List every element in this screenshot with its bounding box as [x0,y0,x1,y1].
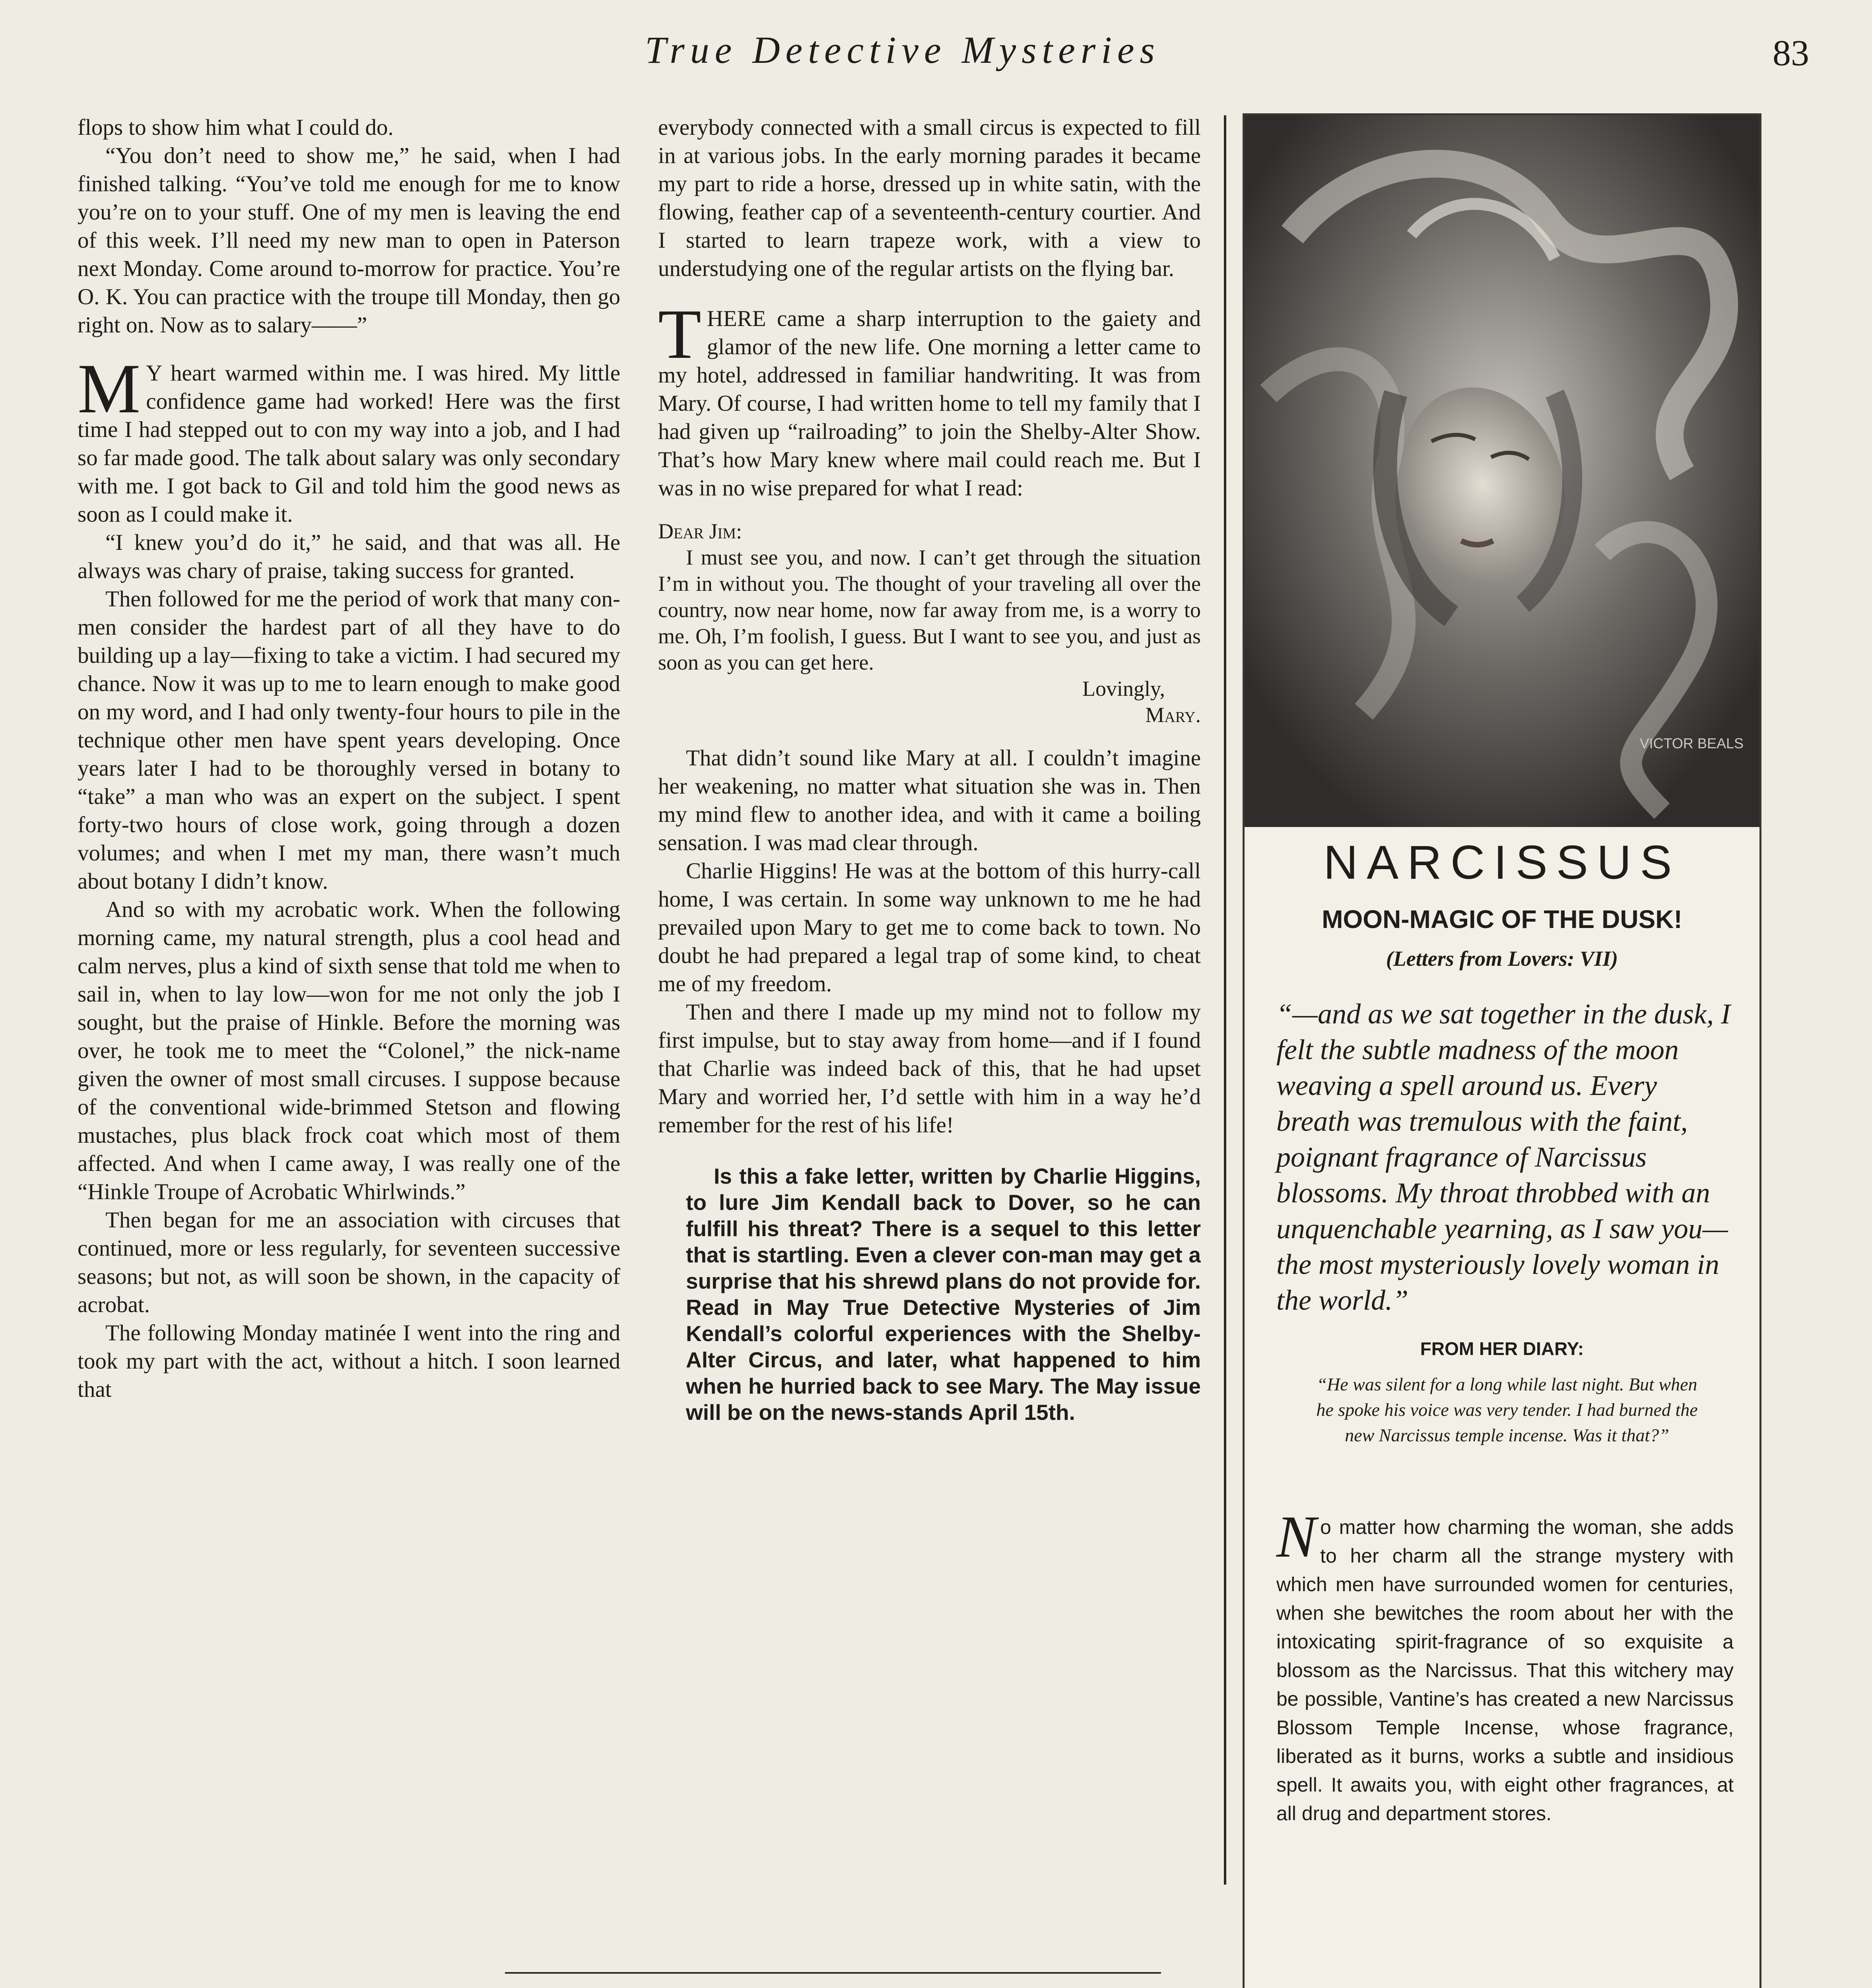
section-divider [505,1972,1161,1974]
ad-diary-text: “He was silent for a long while last night. But when he spoke his voice was very tender. I had burned the new Narcissus temple incense. Was it that?” [1316,1374,1698,1445]
paragraph: “I knew you’d do it,” he said, and that was all. He always was chary of praise, taking success for granted. [78,530,620,583]
letter-salutation: Dear Jim: [658,519,742,543]
paragraph-drop-cap: MY heart warmed within me. I was hired. My little confidence game had worked! Here was the first time I had stepped out to con my way into a job, and I had so far made good. The talk about salary was only secondary with me. I got back to Gil and told him the good news as soon as I could make it. [78,349,620,527]
ad-series-label: (Letters from Lovers: VII) [1386,947,1618,971]
letter-closing: Lovingly, [1082,677,1165,701]
column-divider [1224,115,1226,1885]
paragraph: Then followed for me the period of work that many con-men consider the hardest part of all they have to do building up a lay—fixing to take a victim. I had secured my chance. Now it was up to me to learn enough to make good on my word, and I had only twenty-four hours to pile in the technique other men have spent years developing. Once years later I had to be thoroughly versed in botany to “take” a man who was an expert on the subject. I spent forty-two hours of close work, going through a dozen volumes; and when I met my man, there wasn’t much about botany I didn’t know. [78,586,620,894]
ad-tagline: MOON-MAGIC OF THE DUSK! [1322,905,1682,934]
paragraph-drop-cap: THERE came a sharp interruption to the gaiety and glamor of the new life. One morning a letter came to my hotel, addressed in familiar handwriting. It was from Mary. Of course, I had written home to tell my family that I had given up “railroading” to join the Shelby-Alter Show. That’s how Mary knew where mail could reach me. But I was in no wise prepared for what I read: [658,295,1201,501]
letter-body: I must see you, and now. I can’t get through the situation I’m in without you. The thought of your traveling all over the country, now near home, now far away from me, is a worry to me. Oh, I’m foolish, I guess. But I want to see you, and just as soon as you can get here. [658,546,1201,674]
smoke-woman-illustration [1245,115,1759,827]
artist-signature: VICTOR BEALS [1639,735,1744,751]
ad-body-copy [1276,1504,1734,1988]
article-column-2 [658,113,1201,1958]
running-head: True Detective Mysteries [645,29,1160,71]
paragraph: Then began for me an association with circuses that continued, more or less regularly, for seventeen successive seasons; but not, as will soon be shown, in the capacity of acrobat. [78,1208,620,1317]
paragraph: “You don’t need to show me,” he said, when I had finished talking. “You’ve told me enough for me to know you’re on to your stuff. One of my men is leaving the end of this week. I’ll need my new man to open in Paterson next Monday. Come around to-morrow for practice. You’re O. K. You can practice with the troupe till Monday, then go right on. Now as to salary——” [78,143,620,338]
ad-illustration-woman [1245,115,1759,827]
paragraph: And so with my acrobatic work. When the following morning came, my natural strength, plus a cool head and calm nerves, plus a kind of sixth sense that told me when to sail in, when to lay low—won for me not only the job I sought, but the praise of Hinkle. Before the morning was over, he took me to meet the “Colonel,” the nick-name given the owner of most small circuses. I suppose because of the conventional wide-brimmed Stetson and flowing mustaches, plus black frock coat which most of them affected. And when I came away, I was really one of the “Hinkle Troupe of Acrobatic Whirlwinds.” [78,897,620,1204]
page-number: 83 [1773,33,1809,73]
ad-initial: N [1276,1504,1317,1570]
ad-quote: “—and as we sat together in the dusk, I felt the subtle madness of the moon weaving a spell around us. Every breath was tremulous with the faint, poignant fragrance of Narcissus blossoms. My throat throbbed with an unquenchable yearning, as I saw you—the most mysteriously lovely woman in the world.” [1276,998,1730,1316]
paragraph: That didn’t sound like Mary at all. I couldn’t imagine her weakening, no matter what situation she was in. Then my mind flew to another idea, and with it came a boiling sensation. I was mad clear through. [658,746,1201,855]
paragraph: Charlie Higgins! He was at the bottom of this hurry-call home, I was certain. In some way unknown to me he had prevailed upon Mary to get me to come back to town. No doubt he had prepared a legal trap of some kind, to cheat me of my freedom. [658,858,1201,996]
ad-body-text: o matter how charming the woman, she adds to her charm all the strange mystery with which men have surrounded women for centuries, when she bewitches the room about her with the intoxicating spirit-fragrance of so exquisite a blossom as the Narcissus. That this witchery may be possible, Vantine’s has created a new Narcissus Blossom Temple Incense, whose fragrance, liberated as it burns, works a subtle and insidious spell. It awaits you, with eight other fragrances, at all drug and department stores. [1276,1516,1734,1825]
paragraph: everybody connected with a small circus is expected to fill in at various jobs. In the early morning parades it became my part to ride a horse, dressed up in white satin, with the flowing, feather cap of a seventeenth-century courtier. And I started to learn trapeze work, with a view to understudying one of the regular artists on the flying bar. [658,115,1201,281]
ad-brand-name: NARCISSUS [1323,836,1681,889]
paragraph: Then and there I made up my mind not to follow my first impulse, but to stay away from home—and if I found that Charlie was indeed back of this, that he had upset Mary and worried her, I’d settle with him in a way he’d remember for the rest of his life! [658,1000,1201,1138]
narcissus-advertisement [1243,113,1761,1988]
paragraph: The following Monday matinée I went into the ring and took my part with the act, without a hitch. I soon learned that [78,1320,620,1402]
paragraph: flops to show him what I could do. [78,115,394,140]
editor-note: Is this a fake letter, written by Charlie Higgins, to lure Jim Kendall back to Dover, so he can fulfill his threat? There is a sequel to this letter that is startling. Even a clever con-man may get a surprise that his shrewd plans do not provide for. Read in May True Detective Mysteries of Jim Kendall’s colorful experiences with the Shelby-Alter Circus, and later, what happened to him when he hurried back to see Mary. The May issue will be on the news-stands April 15th. [686,1164,1201,1425]
ad-diary-heading: FROM HER DIARY: [1420,1338,1584,1359]
letter-signature: Mary. [1145,703,1201,727]
article-column-1 [78,113,620,1869]
